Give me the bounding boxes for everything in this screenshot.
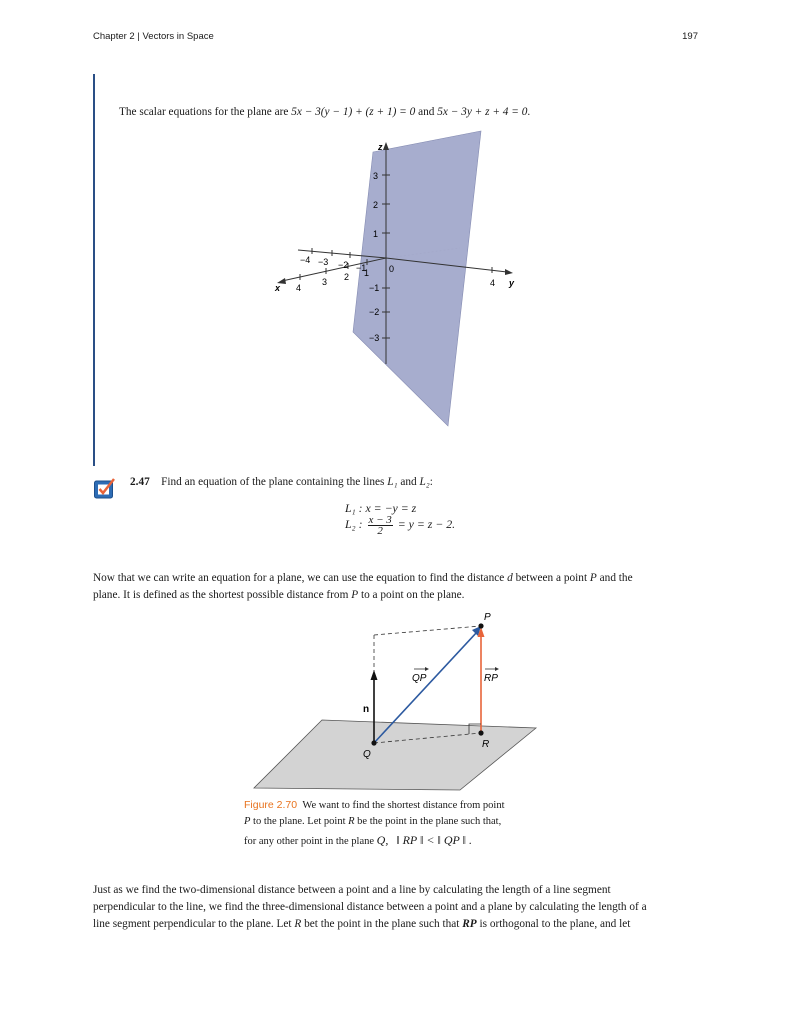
page-number: 197	[682, 31, 698, 42]
para1-P: P	[589, 572, 597, 584]
line-L2-denominator: 2	[377, 525, 383, 537]
para1-P2: P	[351, 589, 359, 601]
checkpoint-number: 2.47	[130, 476, 150, 488]
para1-d: d	[507, 572, 513, 584]
z-tick-2: 2	[373, 200, 379, 210]
normal-vector-arrow	[371, 670, 378, 680]
figure-caption-inequality-line	[244, 832, 554, 850]
scalar-equations-sentence	[119, 104, 530, 121]
checkpoint-text: Find an equation of the plane containing the lines	[161, 476, 385, 488]
distance-method-paragraph	[93, 882, 698, 916]
caption-Q: Q,	[376, 833, 389, 847]
line-L2-fraction	[368, 515, 393, 536]
y-tick-4: 4	[490, 278, 496, 288]
intro-end: .	[527, 106, 531, 118]
figure-label: Figure 2.70	[244, 799, 298, 811]
label-Q: Q	[363, 749, 371, 760]
checkpoint-L2: L₂	[419, 476, 430, 488]
point-P	[478, 623, 483, 628]
para2-RP: RP	[462, 918, 477, 930]
x-tick-3: 3	[322, 277, 328, 287]
para2-line-3a: line segment perpendicular to the plane. Let	[93, 918, 292, 930]
figure-2-70-diagram	[250, 608, 545, 796]
caption-text-3: be the point in the plane such that,	[357, 816, 502, 827]
origin-label: 0	[389, 264, 395, 274]
checkpoint-icon	[93, 477, 116, 500]
example-side-bar	[93, 74, 95, 466]
line-L2-equation	[345, 515, 455, 536]
z-tick-neg1: −1	[369, 283, 380, 293]
caption-text-4: for any other point in the plane	[244, 836, 375, 847]
label-n: n	[363, 704, 370, 715]
intro-and: and	[418, 106, 435, 118]
z-tick-3: 3	[373, 171, 379, 181]
para1-text-b: between a point	[515, 572, 588, 584]
x-tick-1: 1	[364, 268, 370, 278]
para1-text-c: and the	[599, 572, 633, 584]
caption-inequality: ‖ RP ‖ < ‖ QP ‖ .	[396, 833, 473, 847]
checkpoint-L1: L₁	[387, 476, 398, 488]
checkpoint-prompt	[130, 474, 433, 491]
point-R	[478, 730, 483, 735]
z-axis-arrow	[383, 142, 389, 150]
para2-line-1: Just as we find the two-dimensional distance between a point and a line by calculating the length of a line segment	[93, 884, 611, 896]
caption-text-1: We want to find the shortest distance from point	[302, 800, 505, 811]
label-P: P	[484, 612, 491, 623]
label-R: R	[482, 739, 490, 750]
line-L2-numerator: x − 3	[368, 514, 392, 526]
top-dashed-line	[374, 626, 481, 635]
caption-R: R	[348, 816, 355, 827]
line-L2-label: L₂ :	[345, 517, 363, 532]
plane-3d-plot	[260, 128, 530, 433]
caption-text-2: to the plane. Let point	[253, 816, 346, 827]
checkpoint-colon: :	[429, 476, 433, 488]
line-L1-equation: L₁ : x = −y = z	[345, 501, 417, 515]
para2-line-3b: bet the point in the plane such that	[304, 918, 460, 930]
figure-caption	[244, 797, 554, 830]
x-tick-neg2: −2	[338, 260, 349, 270]
x-tick-2: 2	[344, 272, 350, 282]
x-tick-neg3: −3	[318, 257, 329, 267]
line-L2-rest: = y = z − 2.	[397, 517, 456, 532]
z-axis-label: z	[378, 142, 383, 152]
y-axis-label: y	[509, 278, 515, 288]
z-tick-1: 1	[373, 229, 379, 239]
equation-2: 5x − 3y + z + 4 = 0	[437, 106, 528, 118]
caption-P: P	[244, 816, 251, 827]
y-axis-arrow	[505, 269, 513, 275]
point-Q	[371, 740, 376, 745]
label-RP: RP	[484, 673, 498, 684]
base-plane	[254, 720, 536, 790]
x-tick-neg4: −4	[300, 255, 311, 265]
x-tick-4: 4	[296, 283, 302, 293]
x-axis-label: x	[275, 283, 281, 293]
z-tick-neg3: −3	[369, 333, 380, 343]
x-tick-neg1: −1	[356, 263, 367, 273]
para1-text-line2a: plane. It is defined as the shortest possible distance from	[93, 589, 349, 601]
para2-line-3	[93, 916, 630, 933]
intro-lead: The scalar equations for the plane are	[119, 106, 289, 118]
para2-line-2: perpendicular to the line, we find the three-dimensional distance between a point and a plane by calculating the length of a	[93, 901, 647, 913]
running-header-chapter: Chapter 2 | Vectors in Space	[93, 31, 214, 42]
z-tick-neg2: −2	[369, 307, 380, 317]
para1-text-a: Now that we can write an equation for a plane, we can use the equation to find the distance	[93, 572, 505, 584]
label-QP: QP	[412, 673, 427, 684]
para2-R: R	[294, 918, 302, 930]
equation-1: 5x − 3(y − 1) + (z + 1) = 0	[291, 106, 416, 118]
para1-text-line2b: to a point on the plane.	[360, 589, 465, 601]
distance-intro-paragraph	[93, 570, 698, 604]
para2-line-3c: is orthogonal to the plane, and let	[479, 918, 631, 930]
checkpoint-and: and	[400, 476, 417, 488]
